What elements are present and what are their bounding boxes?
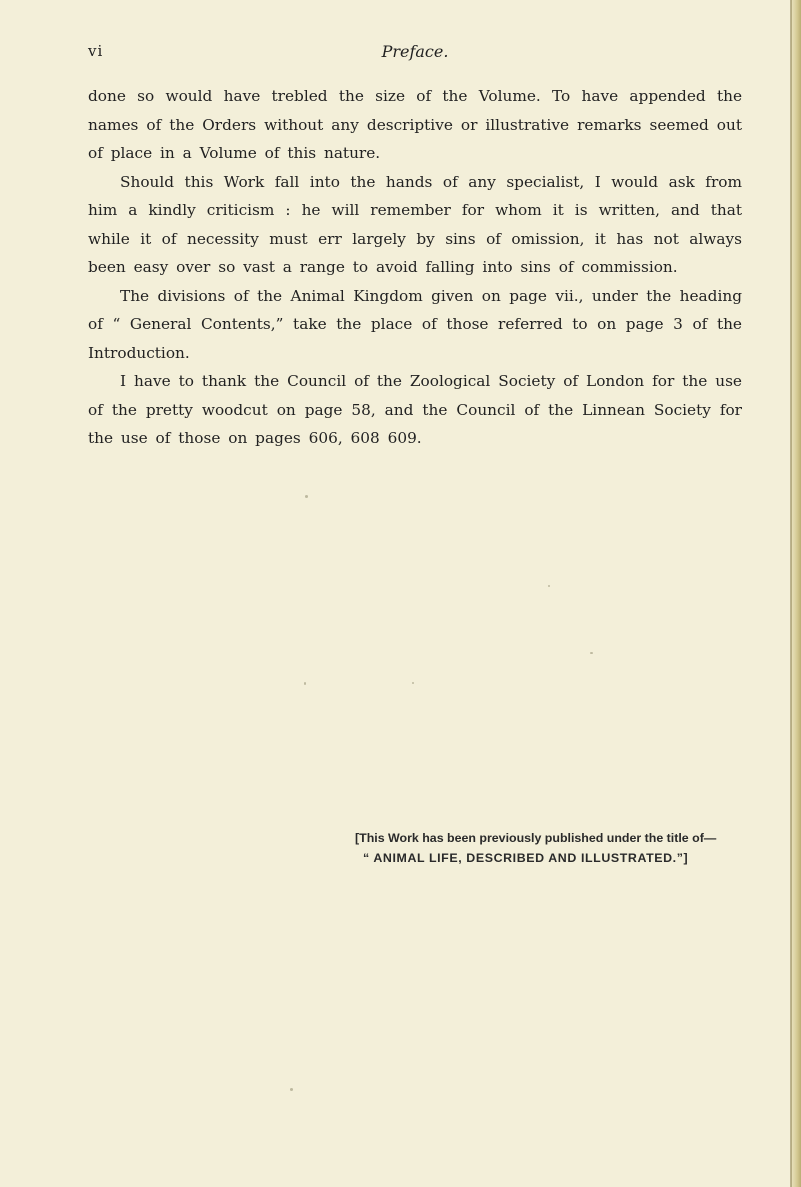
- running-head: [88, 42, 742, 66]
- note-line-2: “ ANIMAL LIFE, DESCRIBED AND ILLUSTRATED.”]: [363, 851, 689, 865]
- page-number: vi: [88, 42, 104, 60]
- paragraph-acknowledgement: I have to thank the Council of the Zoological Society of London for the use of the pretty woodcut on page 58, and the Council of the Linnean Society for the use of those on pages 606, 608 609.: [88, 372, 742, 447]
- running-title: Preface.: [381, 42, 449, 61]
- paragraph-specialist: Should this Work fall into the hands of any specialist, I would ask from him a kindly criticism : he will remember for whom it is written, and that while it of necessity must err largely by sins of omission, it has not always been easy over so vast a range to avoid falling into sins of commission.: [88, 172, 742, 276]
- paper-speck: [548, 585, 550, 587]
- paper-speck: [412, 682, 414, 684]
- page-edge-line: [790, 0, 792, 1187]
- paper-speck: [590, 652, 593, 654]
- preface-text: [88, 82, 742, 453]
- note-line-1: [This Work has been previously published under the title of—: [355, 831, 717, 845]
- paper-speck: [305, 495, 308, 498]
- paragraph-continuation: done so would have trebled the size of the Volume. To have appended the names of the Orders without any descriptive or illustrative remarks seemed out of place in a Volume of this nature.: [88, 87, 742, 162]
- publication-note: [355, 828, 755, 868]
- page-edge: [791, 0, 801, 1187]
- paper-speck: [304, 682, 306, 685]
- paper-speck: [290, 1088, 293, 1091]
- paragraph-divisions: The divisions of the Animal Kingdom given on page vii., under the heading of “ General Contents,” take the place of those referred to on page 3 of the Introduction.: [88, 286, 742, 362]
